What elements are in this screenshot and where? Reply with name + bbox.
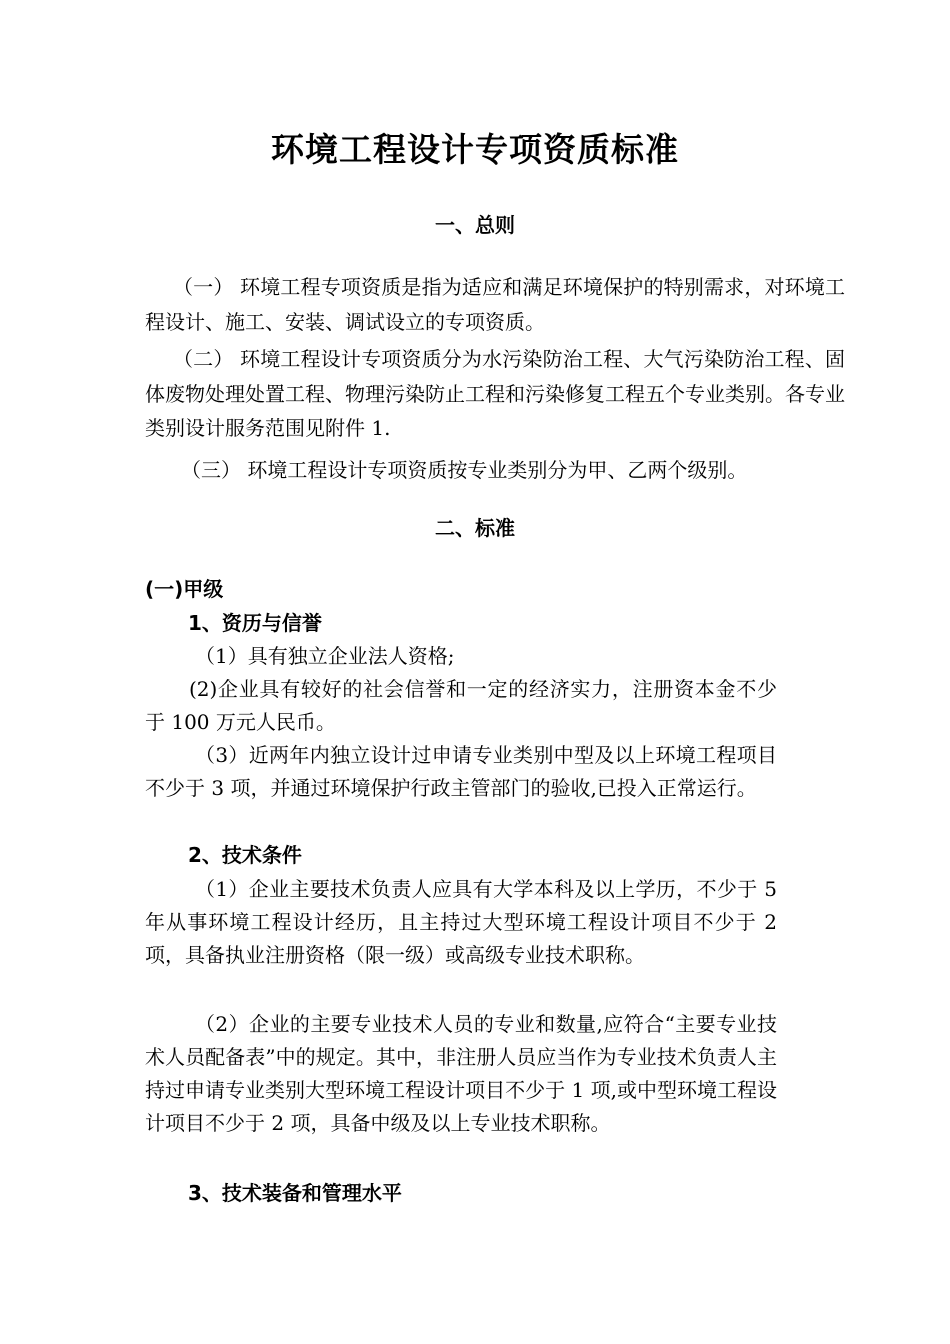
section-heading-general: 一、总则 — [435, 213, 515, 237]
item-technical-2: （2）企业的主要专业技术人员的专业和数量,应符合“主要专业技术人员配备表”中的规定。其中，非注册人员应当作为专业技术负责人主持过申请专业类别大型环境工程设计项目不少于 1 项,或中型环境工程设计项目不少于 2 项，具备中级及以上专业技术职称。 — [145, 1012, 777, 1135]
subheading-technical-conditions: 2、技术条件 — [188, 843, 302, 867]
subheading-qualification: 1、资历与信誉 — [188, 611, 322, 635]
item-qualification-1: （1）具有独立企业法人资格; — [195, 644, 455, 668]
item-qualification-2: (2)企业具有较好的社会信誉和一定的经济实力，注册资本金不少于 100 万元人民币。 — [145, 677, 777, 734]
paragraph-general-2: （二） 环境工程设计专项资质分为水污染防治工程、大气污染防治工程、固体废物处理处置工程、物理污染防止工程和污染修复工程五个专业类别。各专业类别设计服务范围见附件 1. — [145, 347, 845, 440]
paragraph-general-1: （一） 环境工程专项资质是指为适应和满足环境保护的特别需求，对环境工程设计、施工、安装、调试设立的专项资质。 — [145, 275, 845, 334]
paragraph-general-3: （三） 环境工程设计专项资质按专业类别分为甲、乙两个级别。 — [181, 458, 748, 482]
subheading-equipment-management: 3、技术装备和管理水平 — [188, 1181, 402, 1205]
document-title: 环境工程设计专项资质标准 — [271, 130, 679, 169]
item-technical-1: （1）企业主要技术负责人应具有大学本科及以上学历，不少于 5 年从事环境工程设计经历，且主持过大型环境工程设计项目不少于 2 项，具备执业注册资格（限一级）或高级专业技术职称。 — [145, 877, 777, 967]
section-heading-standards: 二、标准 — [435, 516, 515, 540]
grade-heading-a: (一)甲级 — [145, 577, 224, 601]
item-qualification-3: （3）近两年内独立设计过申请专业类别中型及以上环境工程项目不少于 3 项，并通过环境保护行政主管部门的验收,已投入正常运行。 — [145, 743, 777, 800]
